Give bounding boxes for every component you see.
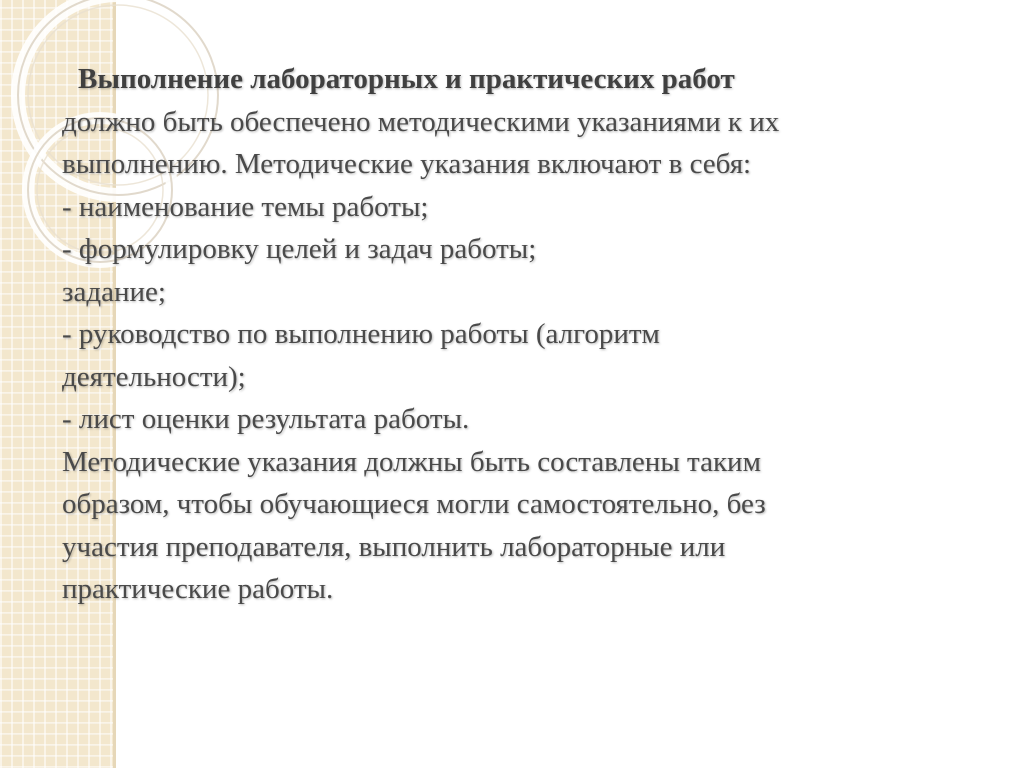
list-item: - формулировку целей и задач работы; [62, 233, 537, 265]
text-line: деятельности); [62, 360, 246, 393]
text-line: участия преподавателя, выполнить лабораторные или [62, 530, 726, 563]
list-item: - руководство по выполнению работы (алгоритм [62, 318, 660, 350]
text-line: должно быть обеспечено методическими указаниями к их [62, 105, 780, 138]
list-item: задание; [62, 275, 166, 308]
text-line: практические работы. [62, 573, 334, 605]
text-line: образом, чтобы обучающиеся могли самостоятельно, без [62, 488, 766, 520]
list-item: - лист оценки результата работы. [62, 403, 470, 435]
list-item: - наименование темы работы; [62, 190, 429, 223]
text-line: выполнению. Методические указания включают в себя: [62, 148, 752, 180]
slide-heading: Выполнение лабораторных и практических работ [78, 63, 735, 95]
text-line: Методические указания должны быть составлены таким [62, 445, 761, 478]
slide-body-text [62, 58, 962, 611]
